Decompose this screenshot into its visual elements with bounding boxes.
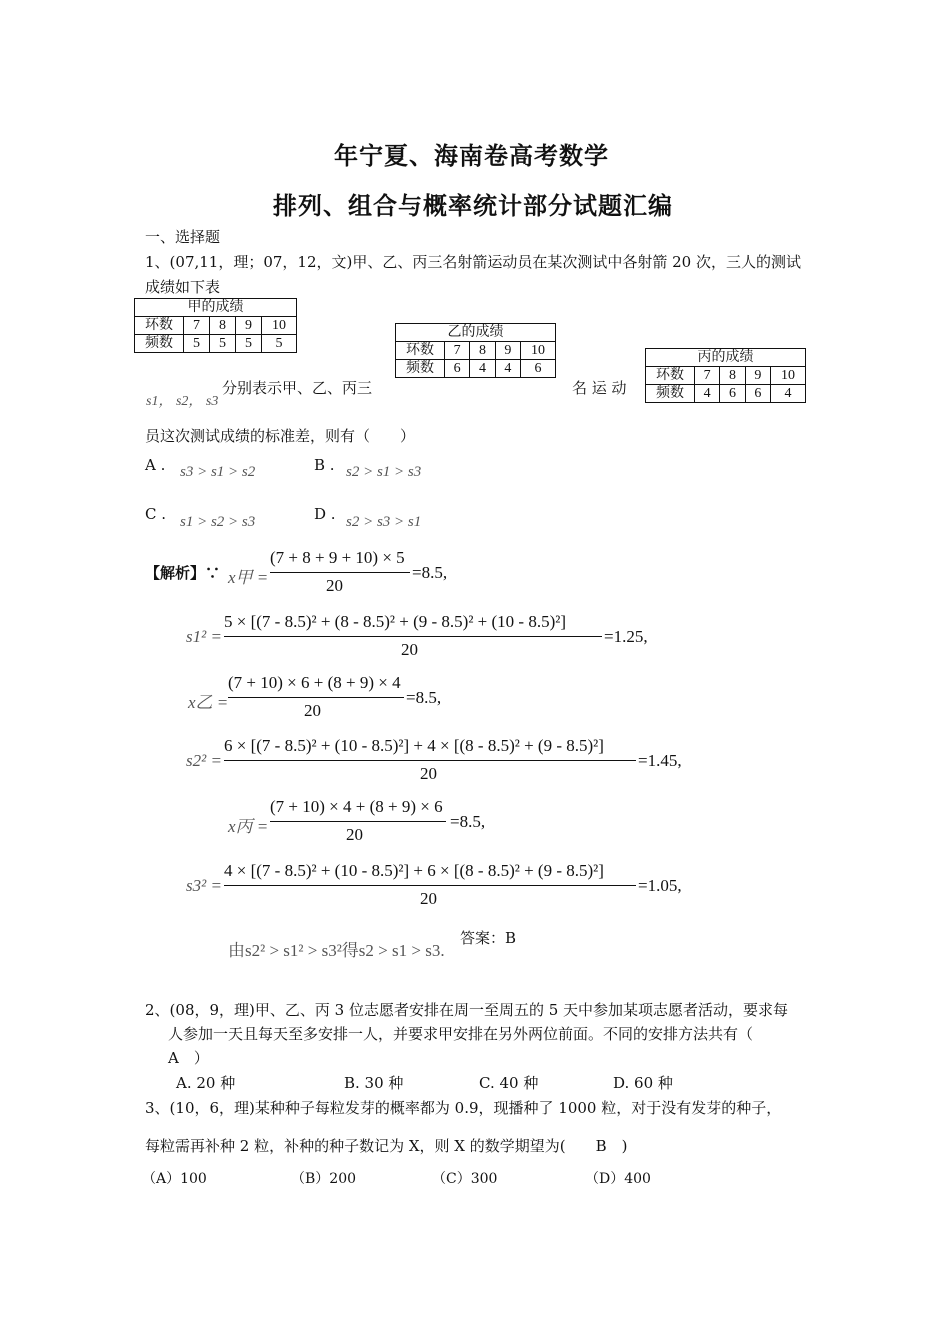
eq2-numerator: 5 × [(7 - 8.5)² + (8 - 8.5)² + (9 - 8.5)² + (10 - 8.5)²] (224, 612, 566, 631)
option-b: s2 > s1 > s3 (346, 464, 422, 480)
table-cell: 4 (470, 360, 495, 378)
q2-option-a: A. 20 种 (176, 1074, 236, 1092)
q2-line3: A ） (168, 1049, 209, 1067)
eq4-numerator: 6 × [(7 - 8.5)² + (10 - 8.5)²] + 4 × [(8 - 8.5)² + (9 - 8.5)²] (224, 736, 604, 755)
fraction-bar (270, 572, 410, 573)
option-a-label: A . (145, 456, 166, 474)
q1-line2: 成绩如下表 (145, 278, 221, 296)
table-caption: 甲的成绩 (135, 299, 297, 317)
eq6-lhs: s3² = (186, 876, 222, 895)
table-cell: 9 (236, 317, 262, 335)
eq4-result: =1.45, (638, 751, 682, 770)
table-cell: 10 (521, 342, 556, 360)
eq4-lhs: s2² = (186, 751, 222, 770)
table-cell: 4 (695, 385, 720, 403)
q2-option-b: B. 30 种 (344, 1074, 404, 1092)
table-row-label: 频数 (646, 385, 695, 403)
table-cell: 7 (445, 342, 470, 360)
q1-line1: 1、(07,11，理；07，12，文)甲、乙、丙三名射箭运动员在某次测试中各射箭 20 次，三人的测试 (145, 253, 801, 271)
table-cell: 6 (745, 385, 770, 403)
q1-desc-a: 分别表示甲、乙、丙三 (222, 379, 373, 397)
option-c: s1 > s2 > s3 (180, 514, 256, 530)
eq1-denominator: 20 (326, 576, 343, 595)
eq5-numerator: (7 + 10) × 4 + (8 + 9) × 6 (270, 797, 443, 816)
title-line2: 排列、组合与概率统计部分试题汇编 (273, 191, 673, 220)
eq6-numerator: 4 × [(7 - 8.5)² + (10 - 8.5)²] + 6 × [(8 - 8.5)² + (9 - 8.5)²] (224, 861, 604, 880)
table-cell: 4 (771, 385, 806, 403)
option-c-label: C . (145, 505, 167, 523)
q2-option-c: C. 40 种 (479, 1074, 539, 1092)
eq2-denominator: 20 (401, 640, 418, 659)
eq6-result: =1.05, (638, 876, 682, 895)
q3-option-b: （B）200 (291, 1171, 357, 1187)
q3-option-a: （A）100 (142, 1171, 207, 1187)
table-jia (134, 298, 297, 353)
fraction-bar (224, 760, 636, 761)
fraction-bar (224, 636, 602, 637)
eq5-lhs: x丙 = (228, 817, 269, 836)
table-yi (395, 323, 556, 378)
table-cell: 5 (210, 335, 236, 353)
table-cell: 7 (184, 317, 210, 335)
table-cell: 10 (262, 317, 297, 335)
table-cell: 6 (720, 385, 745, 403)
eq1-numerator: (7 + 8 + 9 + 10) × 5 (270, 548, 405, 567)
q3-option-c: （C）300 (432, 1171, 498, 1187)
table-bing (645, 348, 806, 403)
table-cell: 8 (210, 317, 236, 335)
table-caption: 乙的成绩 (396, 324, 556, 342)
table-caption: 丙的成绩 (646, 349, 806, 367)
table-row-label: 环数 (646, 367, 695, 385)
eq2-lhs: s1² = (186, 627, 222, 646)
q1-answer: 答案：B (460, 929, 517, 947)
option-d: s2 > s3 > s1 (346, 514, 422, 530)
s-labels: s1， s2， s3 (146, 394, 219, 409)
fraction-bar (228, 697, 404, 698)
table-cell: 4 (495, 360, 520, 378)
q3-line1: 3、(10，6，理)某种种子每粒发芽的概率都为 0.9，现播种了 1000 粒，对于没有发芽的种子， (145, 1099, 782, 1117)
eq2-result: =1.25, (604, 627, 648, 646)
eq5-denominator: 20 (346, 825, 363, 844)
table-row-label: 环数 (396, 342, 445, 360)
table-cell: 6 (445, 360, 470, 378)
jiexi-label: 【解析】∵ (145, 564, 221, 582)
option-a: s3 > s1 > s2 (180, 464, 256, 480)
eq5-result: =8.5, (450, 812, 486, 831)
title-line1: 年宁夏、海南卷高考数学 (334, 141, 609, 170)
eq3-result: =8.5, (406, 688, 442, 707)
eq4-denominator: 20 (420, 764, 437, 783)
eq6-denominator: 20 (420, 889, 437, 908)
table-cell: 9 (745, 367, 770, 385)
q3-line2: 每粒需再补种 2 粒，补种的种子数记为 X，则 X 的数学期望为( B ) (145, 1137, 628, 1155)
eq3-lhs: x乙 = (188, 693, 229, 712)
fraction-bar (224, 885, 636, 886)
q3-option-d: （D）400 (585, 1171, 651, 1187)
table-cell: 9 (495, 342, 520, 360)
option-b-label: B . (314, 456, 335, 474)
table-cell: 6 (521, 360, 556, 378)
table-row-label: 频数 (396, 360, 445, 378)
q2-line1: 2、(08，9，理)甲、乙、丙 3 位志愿者安排在周一至周五的 5 天中参加某项志愿者活动，要求每 (145, 1001, 789, 1019)
q1-desc-c: 员这次测试成绩的标准差，则有（ ） (145, 427, 416, 445)
table-cell: 7 (695, 367, 720, 385)
q1-desc-b: 名 运 动 (572, 379, 627, 397)
table-cell: 5 (236, 335, 262, 353)
option-d-label: D . (314, 505, 336, 523)
table-cell: 8 (470, 342, 495, 360)
table-cell: 5 (262, 335, 297, 353)
eq1-lhs: x甲 = (228, 568, 269, 587)
table-cell: 5 (184, 335, 210, 353)
eq1-result: =8.5, (412, 563, 448, 582)
eq3-denominator: 20 (304, 701, 321, 720)
fraction-bar (270, 821, 446, 822)
table-cell: 8 (720, 367, 745, 385)
q2-line2: 人参加一天且每天至多安排一人，并要求甲安排在另外两位前面。不同的安排方法共有（ (168, 1025, 754, 1043)
q2-option-d: D. 60 种 (613, 1074, 673, 1092)
section-heading: 一、选择题 (145, 228, 221, 246)
table-row-label: 频数 (135, 335, 184, 353)
eq3-numerator: (7 + 10) × 6 + (8 + 9) × 4 (228, 673, 401, 692)
table-row-label: 环数 (135, 317, 184, 335)
table-cell: 10 (771, 367, 806, 385)
conclusion: 由s2² > s1² > s3²得s2 > s1 > s3. (228, 941, 445, 960)
